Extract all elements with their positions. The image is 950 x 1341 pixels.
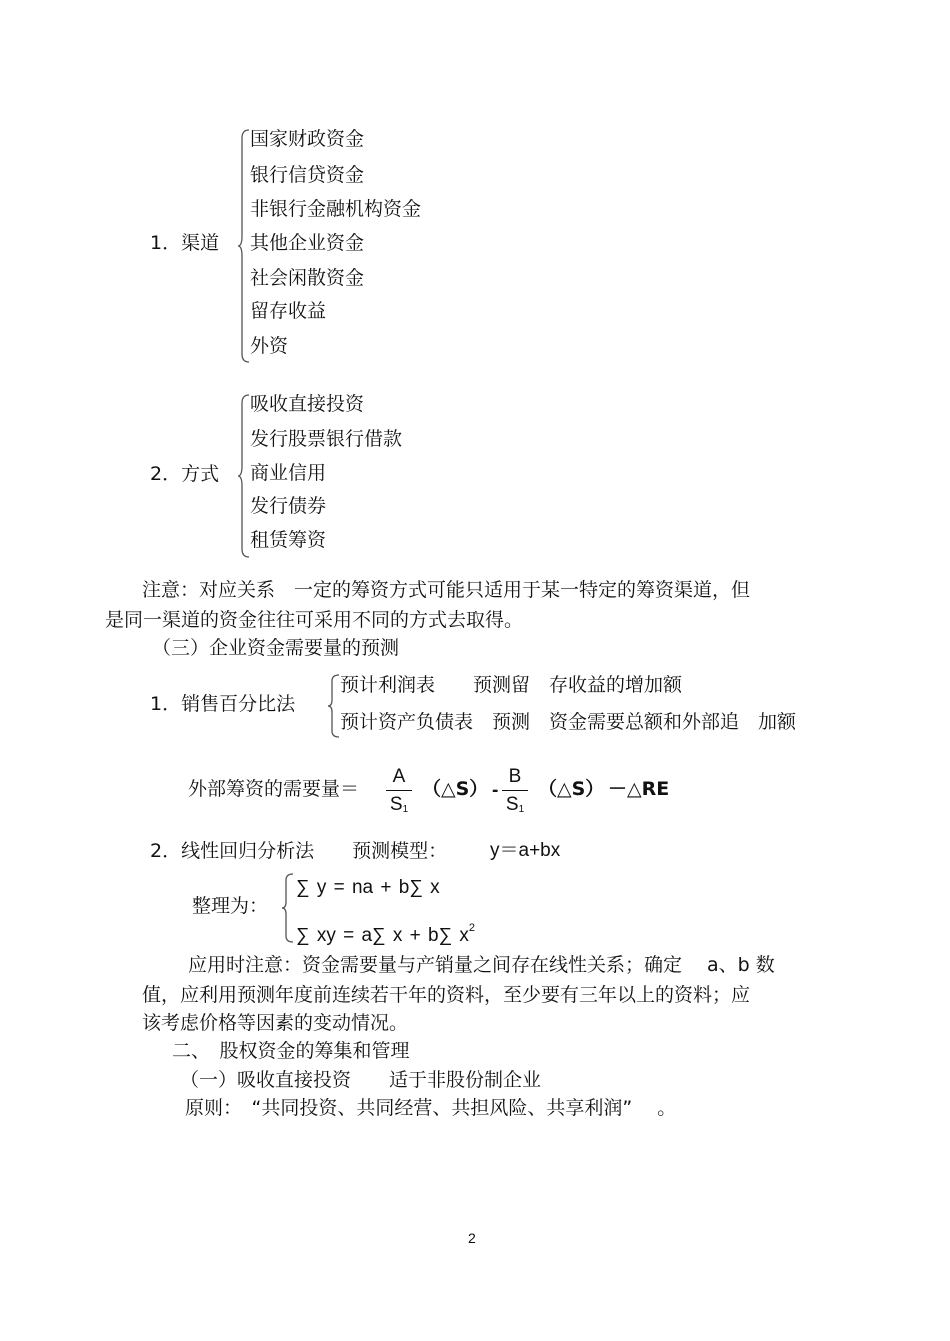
apply-note-line-3: 该考虑价格等因素的变动情况。: [142, 1012, 409, 1034]
regression-equation-1: ∑ y = na + b∑ x: [296, 877, 440, 898]
section2-label: 2．方式: [150, 463, 220, 485]
fraction-bar: [502, 790, 528, 791]
list-item: 留存收益: [250, 300, 327, 322]
list-item: 其他企业资金: [250, 232, 365, 254]
list-item: 非银行金融机构资金: [250, 198, 422, 220]
note-line-2: 是同一渠道的资金往往可采用不同的方式去取得。: [105, 609, 524, 631]
formula-delta-s-2: （△S）: [538, 778, 605, 800]
section-heading-2: 二、 股权资金的筹集和管理: [172, 1040, 410, 1062]
subsection-1: （一）吸收直接投资 适于非股份制企业: [180, 1069, 542, 1091]
list-item: 国家财政资金: [250, 128, 365, 150]
page-number: 2: [468, 1230, 476, 1246]
fraction-bar: [386, 790, 412, 791]
regression-label: 2．线性回归分析法 预测模型：: [150, 840, 448, 862]
regression-brace: [282, 872, 294, 944]
section2-brace: [238, 393, 250, 559]
apply-note-line-2: 值，应利用预测年度前连续若干年的资料，至少要有三年以上的资料；应: [142, 984, 751, 1006]
section1-brace: [238, 128, 250, 364]
note-line-1: 注意：对应关系 一定的筹资方式可能只适用于某一特定的筹资渠道，但: [142, 579, 751, 601]
sales-method-brace: [328, 673, 340, 739]
list-item: 租赁筹资: [250, 529, 327, 551]
fraction-denominator: $S_1$: [505, 794, 525, 815]
list-item: 发行债券: [250, 495, 327, 517]
fraction-a-over-s1: [386, 766, 412, 821]
sales-method-row-2: 预计资产负债表 预测 资金需要总额和外部追 加额: [340, 711, 797, 733]
regression-equation-2: ∑ xy = a∑ x + b∑ $x^2$: [296, 922, 476, 946]
list-item: 发行股票银行借款: [250, 428, 403, 450]
list-item: 社会闲散资金: [250, 267, 365, 289]
formula-label: 外部筹资的需要量＝: [188, 778, 360, 800]
section-heading-3: （三）企业资金需要量的预测: [152, 637, 400, 659]
formula-delta-s-1: （△S）: [422, 778, 489, 800]
apply-note-line-1: 应用时注意：资金需要量与产销量之间存在线性关系；确定 a、b 数: [188, 954, 775, 976]
fraction-b-over-s1: [502, 766, 528, 821]
regression-model: y＝a+bx: [490, 840, 561, 861]
list-item: 外资: [250, 335, 289, 357]
sales-method-row-1: 预计利润表 预测留 存收益的增加额: [340, 674, 683, 696]
fraction-numerator: B: [508, 766, 522, 787]
list-item: 商业信用: [250, 462, 327, 484]
formula-minus: -: [492, 780, 499, 801]
list-item: 银行信贷资金: [250, 164, 365, 186]
list-item: 吸收直接投资: [250, 393, 365, 415]
formula-tail: －△RE: [608, 778, 670, 800]
sales-method-label: 1．销售百分比法: [150, 693, 296, 715]
section1-label: 1．渠道: [150, 232, 220, 254]
arrange-label: 整理为：: [192, 895, 269, 917]
fraction-numerator: A: [392, 766, 406, 787]
principle-line: 原则： “共同投资、共同经营、共担风险、共享利润” 。: [185, 1097, 677, 1119]
fraction-denominator: $S_1$: [389, 794, 409, 815]
